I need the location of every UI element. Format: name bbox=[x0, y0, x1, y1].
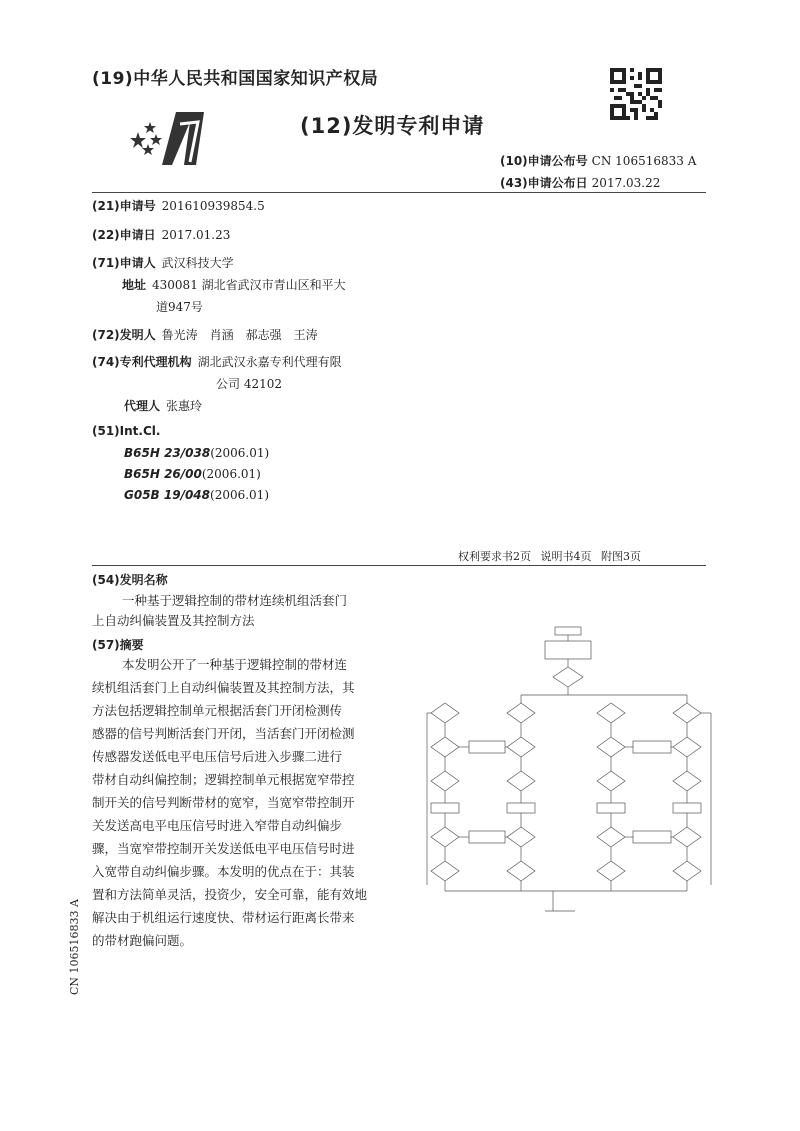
cnipa-logo-icon bbox=[126, 110, 216, 172]
flow-decision bbox=[597, 771, 625, 791]
flow-decision bbox=[431, 771, 459, 791]
pub-no: CN 106516833 A bbox=[591, 154, 697, 168]
abstract-line: 关发送高电平电压信号时进入窄带自动纠偏步 bbox=[92, 818, 343, 833]
flow-decision bbox=[507, 703, 535, 723]
abstract-line: 本发明公开了一种基于逻辑控制的带材连 bbox=[122, 657, 348, 672]
flow-decision bbox=[673, 703, 701, 723]
flow-decision bbox=[597, 703, 625, 723]
intcl-entry bbox=[124, 467, 261, 481]
abstract-line: 的带材跑偏问题。 bbox=[92, 933, 193, 948]
app-no-value: 201610939854.5 bbox=[161, 199, 265, 213]
flow-decision bbox=[507, 771, 535, 791]
address-label: 地址 bbox=[122, 278, 147, 292]
application-date bbox=[92, 226, 230, 243]
abstract-line: 入宽带自动纠偏步骤。本发明的优点在于：其装 bbox=[92, 864, 355, 879]
divider bbox=[92, 565, 706, 566]
publication-date-line bbox=[500, 174, 660, 191]
agency-label: (74)专利代理机构 bbox=[92, 355, 192, 369]
flow-decision bbox=[507, 827, 535, 847]
flow-process-box bbox=[633, 831, 671, 843]
flow-decision bbox=[507, 737, 535, 757]
pub-no-label: (10)申请公布号 bbox=[500, 154, 588, 168]
agent bbox=[124, 397, 202, 414]
intcl-code: B65H 26/00 bbox=[124, 467, 202, 481]
flow-process-box bbox=[545, 641, 591, 659]
divider bbox=[92, 192, 706, 193]
address-line1: 430081 湖北省武汉市青山区和平大 bbox=[152, 278, 346, 292]
inventors bbox=[92, 326, 318, 343]
intcl-year: (2006.01) bbox=[201, 467, 261, 481]
flow-decision bbox=[431, 827, 459, 847]
flow-decision bbox=[431, 861, 459, 881]
flow-decision bbox=[553, 667, 583, 687]
abstract-text bbox=[92, 653, 392, 952]
app-date-label: (22)申请日 bbox=[92, 228, 156, 242]
applicant bbox=[92, 254, 234, 271]
abstract-line: 解决由于机组运行速度快、带材运行距离长带来 bbox=[92, 910, 355, 925]
flow-decision bbox=[597, 861, 625, 881]
invention-title-line1: 一种基于逻辑控制的带材连续机组活套门 bbox=[122, 593, 348, 608]
flow-decision bbox=[431, 737, 459, 757]
flow-decision bbox=[597, 737, 625, 757]
address-line2: 道947号 bbox=[156, 300, 203, 314]
agency-line1: 湖北武汉永嘉专利代理有限 bbox=[197, 355, 342, 369]
flow-decision bbox=[507, 861, 535, 881]
application-number bbox=[92, 197, 265, 214]
office-title: (19)中华人民共和国国家知识产权局 bbox=[92, 69, 379, 89]
intcl-label: (51)Int.Cl. bbox=[92, 424, 161, 438]
app-no-label: (21)申请号 bbox=[92, 199, 156, 213]
abstract-line: 带材自动纠偏控制；逻辑控制单元根据宽窄带控 bbox=[92, 772, 355, 787]
app-date-value: 2017.01.23 bbox=[161, 228, 231, 242]
flow-start-box bbox=[555, 627, 581, 635]
abstract-line: 传感器发送低电平电压信号后进入步骤二进行 bbox=[92, 749, 343, 764]
agency bbox=[92, 353, 342, 370]
abstract-line: 续机组活套门上自动纠偏装置及其控制方法，其 bbox=[92, 680, 355, 695]
agent-label: 代理人 bbox=[124, 399, 161, 413]
inventors-value: 鲁光涛 肖涵 郝志强 王涛 bbox=[161, 328, 318, 342]
abstract-label: (57)摘要 bbox=[92, 638, 144, 652]
title-label: (54)发明名称 bbox=[92, 573, 168, 587]
address bbox=[122, 276, 346, 293]
flow-process-box bbox=[507, 803, 535, 813]
qr-code-icon bbox=[610, 68, 662, 120]
side-publication-number: CN 106516833 A bbox=[68, 899, 81, 995]
document-type: (12)发明专利申请 bbox=[300, 114, 485, 138]
flow-process-box bbox=[469, 741, 505, 753]
flow-process-box bbox=[469, 831, 505, 843]
agency-line2: 公司 42102 bbox=[216, 377, 282, 391]
flow-process-box bbox=[431, 803, 459, 813]
flow-decision bbox=[673, 771, 701, 791]
flow-process-box bbox=[673, 803, 701, 813]
flow-decision bbox=[673, 827, 701, 847]
abstract-line: 感器的信号判断活套门开闭，当活套门开闭检测 bbox=[92, 726, 355, 741]
flow-process-box bbox=[633, 741, 671, 753]
applicant-value: 武汉科技大学 bbox=[161, 256, 234, 270]
flow-decision bbox=[597, 827, 625, 847]
publication-number-line bbox=[500, 152, 696, 169]
flow-decision bbox=[431, 703, 459, 723]
abstract-line: 制开关的信号判断带材的宽窄，当宽窄带控制开 bbox=[92, 795, 355, 810]
page-counts: 权利要求书2页 说明书4页 附图3页 bbox=[458, 550, 641, 563]
abstract-line: 骤，当宽窄带控制开关发送低电平电压信号时进 bbox=[92, 841, 355, 856]
invention-title-line2: 上自动纠偏装置及其控制方法 bbox=[92, 613, 255, 628]
agent-value: 张惠玲 bbox=[166, 399, 203, 413]
flow-decision bbox=[673, 861, 701, 881]
flow-decision bbox=[673, 737, 701, 757]
inventors-label: (72)发明人 bbox=[92, 328, 156, 342]
intcl-entry bbox=[124, 446, 269, 460]
abstract-line: 置和方法简单灵活，投资少，安全可靠，能有效地 bbox=[92, 887, 368, 902]
intcl-code: B65H 23/038 bbox=[124, 446, 211, 460]
abstract-flowchart bbox=[425, 625, 715, 920]
intcl-year: (2006.01) bbox=[210, 446, 270, 460]
intcl-code: G05B 19/048 bbox=[124, 488, 211, 502]
flow-process-box bbox=[597, 803, 625, 813]
abstract-line: 方法包括逻辑控制单元根据活套门开闭检测传 bbox=[92, 703, 343, 718]
pub-date-label: (43)申请公布日 bbox=[500, 176, 588, 190]
pub-date: 2017.03.22 bbox=[591, 176, 661, 190]
intcl-entry bbox=[124, 488, 269, 502]
applicant-label: (71)申请人 bbox=[92, 256, 156, 270]
intcl-year: (2006.01) bbox=[210, 488, 270, 502]
